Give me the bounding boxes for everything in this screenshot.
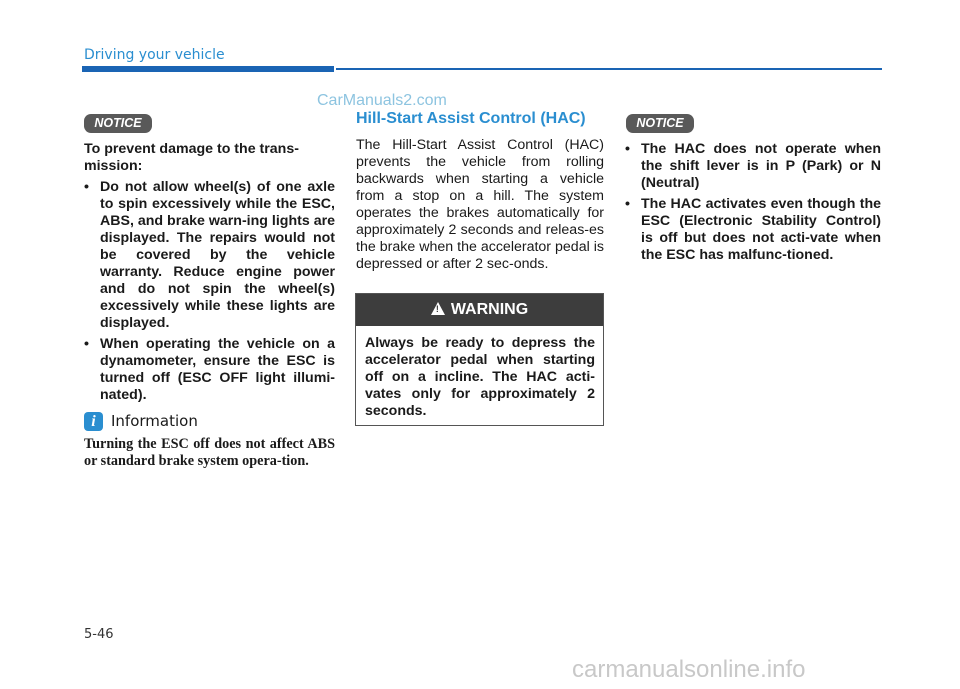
warning-body: Always be ready to depress the accelerator pedal when starting off on a incline. The HAC acti-vates only for approximately 2 seconds. [365, 335, 595, 419]
section-header-title: Driving your vehicle [84, 47, 225, 63]
warning-header [356, 294, 603, 326]
list-item: • Do not allow wheel(s) of one axle to spin excessively while the ESC, ABS, and brake warn-ing lights are displayed. The repairs would not be covered by the vehicle warranty. Reduce engine power and do not spin the wheel(s) excessively while these lights are displayed. [84, 179, 335, 332]
list-item: • The HAC does not operate when the shift lever is in P (Park) or N (Neutral) [625, 141, 881, 192]
left-notice-content [84, 141, 335, 404]
warning-box [355, 293, 604, 426]
header-bar-thin [336, 68, 882, 70]
list-item: • When operating the vehicle on a dynamometer, ensure the ESC is turned off (ESC OFF light illumi-nated). [84, 336, 335, 404]
information-body: Turning the ESC off does not affect ABS or standard brake system opera-tion. [84, 436, 335, 469]
list-item: • The HAC activates even though the ESC (Electronic Stability Control) is off but does not acti-vate when the ESC has malfunc-tioned. [625, 196, 881, 264]
warning-triangle-icon [431, 302, 445, 315]
watermark-top[interactable]: CarManuals2.com [317, 92, 447, 109]
header-bar-thick [82, 66, 334, 72]
info-icon: i [84, 412, 103, 431]
right-notice-content [625, 141, 881, 264]
hac-section-title: Hill-Start Assist Control (HAC) [356, 110, 586, 127]
warning-label: WARNING [450, 301, 529, 318]
notice-bullet-list-right [625, 141, 881, 264]
notice-badge-right: NOTICE [626, 114, 694, 133]
hac-description: The Hill-Start Assist Control (HAC) prevents the vehicle from rolling backwards when starting a vehicle from a stop on a hill. The system operates the brakes automatically for approximately 2 seconds and releas-es the brake when the accelerator pedal is depressed or after 2 sec-onds. [356, 137, 604, 272]
notice-badge-left: NOTICE [84, 114, 152, 133]
watermark-bottom[interactable]: carmanualsonline.info [572, 656, 806, 683]
information-label: Information [111, 412, 198, 430]
notice-intro: To prevent damage to the trans-mission: [84, 141, 299, 174]
notice-bullet-list-left [84, 179, 335, 404]
page-number: 5-46 [84, 627, 114, 642]
